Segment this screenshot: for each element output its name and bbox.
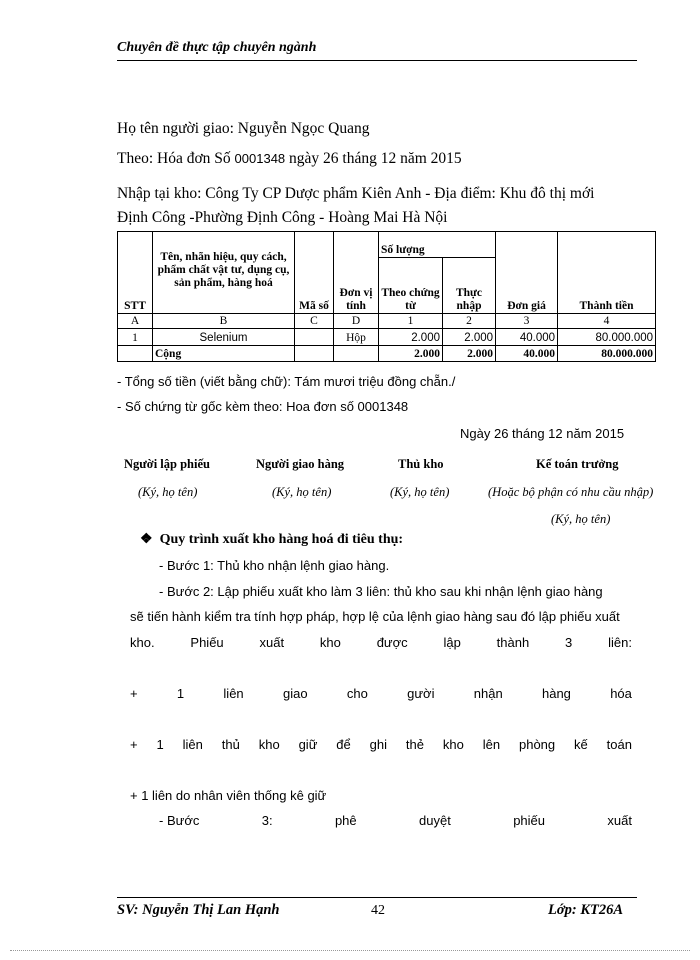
word: liên: (608, 635, 632, 650)
letters-row (118, 314, 656, 329)
table-row (118, 329, 656, 346)
row-price: 40.000 (496, 329, 558, 346)
word: lên (482, 737, 501, 752)
word: hóa (610, 686, 632, 701)
diamond-bullet-icon: ❖ (140, 532, 153, 547)
deliverer-line: Họ tên người giao: Nguyễn Ngọc Quang (117, 120, 370, 137)
warehouse-line-2: Định Công -Phường Định Công - Hoàng Mai Hà Nội (117, 209, 448, 226)
row-amount: 80.000.000 (558, 329, 656, 346)
sig-title-chief-accountant: Kế toán trưởng (536, 457, 619, 471)
word: xuất (259, 635, 285, 650)
word: kho (319, 635, 341, 650)
word: được (376, 635, 408, 650)
word: liên (223, 686, 244, 701)
letter-cell: A (118, 314, 153, 329)
sig-sub-deliverer: (Ký, họ tên) (272, 485, 332, 499)
sig-title-storekeeper: Thủ kho (398, 457, 444, 471)
step-2-line-2: sẽ tiến hành kiểm tra tính hợp pháp, hợp lệ của lệnh giao hàng sau đó lập phiếu xuất (130, 609, 620, 624)
total-label: Cộng (153, 346, 295, 362)
copy-1-line (130, 686, 632, 701)
invoice-prefix: Theo: Hóa đơn Số (117, 150, 231, 167)
total-qty-doc: 2.000 (379, 346, 443, 362)
word: thủ (221, 737, 240, 752)
letter-cell: 3 (496, 314, 558, 329)
word: 1 (156, 737, 164, 752)
sign-date: Ngày 26 tháng 12 năm 2015 (460, 426, 625, 441)
step-1: - Bước 1: Thủ kho nhận lệnh giao hàng. (159, 558, 390, 573)
col-stt: STT (118, 232, 153, 314)
process-heading-text: Quy trình xuất kho hàng hoá đi tiêu thụ: (159, 532, 404, 547)
word: thẻ (405, 737, 424, 752)
word: gười (407, 686, 435, 701)
word: kho. (130, 635, 155, 650)
word: để (336, 737, 351, 752)
sig-sub-storekeeper: (Ký, họ tên) (390, 485, 450, 499)
word: ghi (369, 737, 388, 752)
invoice-number: 0001348 (234, 151, 286, 166)
word: cho (346, 686, 368, 701)
step-2-line-3 (130, 635, 632, 650)
total-empty (295, 346, 334, 362)
total-empty (118, 346, 153, 362)
letter-cell: 2 (443, 314, 496, 329)
word: duyệt (419, 813, 451, 828)
step-2-line-1: - Bước 2: Lập phiếu xuất kho làm 3 liên: thủ kho sau khi nhận lệnh giao hàng (159, 584, 603, 599)
word: 3: (261, 813, 273, 828)
word: phê (334, 813, 357, 828)
invoice-date: ngày 26 tháng 12 năm 2015 (289, 150, 462, 167)
invoice-line (117, 150, 462, 168)
word: nhận (473, 686, 503, 701)
word: lập (443, 635, 461, 650)
footer-student: SV: Nguyễn Thị Lan Hạnh (117, 902, 280, 918)
word: kho (258, 737, 280, 752)
word: hàng (541, 686, 571, 701)
word: + (130, 686, 138, 701)
col-name: Tên, nhãn hiệu, quy cách, phẩm chất vật tư, dụng cụ, sản phẩm, hàng hoá (153, 232, 295, 314)
letter-cell: 4 (558, 314, 656, 329)
letter-cell: 1 (379, 314, 443, 329)
row-code (295, 329, 334, 346)
header-rule (117, 60, 637, 61)
col-amount: Thành tiền (558, 232, 656, 314)
page-bottom-dots (10, 950, 690, 951)
row-stt: 1 (118, 329, 153, 346)
col-qty: Số lượng (379, 232, 496, 258)
total-empty (334, 346, 379, 362)
row-unit: Hộp (334, 329, 379, 346)
word: phòng (518, 737, 556, 752)
word: kế (574, 737, 588, 752)
row-name: Selenium (153, 329, 295, 346)
sig-title-deliverer: Người giao hàng (256, 457, 345, 471)
letter-cell: D (334, 314, 379, 329)
letter-cell: B (153, 314, 295, 329)
letter-cell: C (295, 314, 334, 329)
word: + (130, 737, 138, 752)
sig-sub-chief-accountant: (Hoặc bộ phận có nhu cầu nhập) (488, 485, 654, 499)
sig-sub-preparer: (Ký, họ tên) (138, 485, 198, 499)
footer-class: Lớp: KT26A (548, 902, 624, 918)
word: toán (606, 737, 632, 752)
col-code: Mã số (295, 232, 334, 314)
word: xuất (607, 813, 632, 828)
attached-docs: - Số chứng từ gốc kèm theo: Hoa đơn số 0001348 (117, 399, 409, 414)
page-header: Chuyên đề thực tập chuyên ngành (117, 40, 317, 55)
total-row (118, 346, 656, 362)
word: liên (182, 737, 203, 752)
word: kho (442, 737, 464, 752)
copy-2-line (130, 737, 632, 752)
col-qty-doc: Theo chứng từ (379, 258, 443, 314)
receipt-table (117, 231, 656, 362)
page-number: 42 (371, 903, 385, 918)
word: Phiếu (190, 635, 224, 650)
word: giao (282, 686, 308, 701)
total-amount: 80.000.000 (558, 346, 656, 362)
total-qty-actual: 2.000 (443, 346, 496, 362)
sig-sub2-chief-accountant: (Ký, họ tên) (551, 512, 611, 526)
sig-title-preparer: Người lập phiếu (124, 457, 210, 471)
process-heading (140, 531, 403, 548)
word: 3 (565, 635, 573, 650)
word: - Bước (159, 813, 200, 828)
col-price: Đơn giá (496, 232, 558, 314)
total-price: 40.000 (496, 346, 558, 362)
footer-rule (117, 897, 637, 898)
warehouse-line-1: Nhập tại kho: Công Ty CP Dược phẩm Kiên Anh - Địa điểm: Khu đô thị mới (117, 185, 595, 202)
col-qty-actual: Thực nhập (443, 258, 496, 314)
word: thành (496, 635, 530, 650)
total-in-words: - Tổng số tiền (viết bằng chữ): Tám mươi triệu đồng chẵn./ (117, 374, 456, 389)
col-unit: Đơn vị tính (334, 232, 379, 314)
copy-3-line: + 1 liên do nhân viên thống kê giữ (130, 788, 327, 803)
row-qty-doc: 2.000 (379, 329, 443, 346)
word: phiếu (513, 813, 546, 828)
step-3-line (159, 813, 632, 828)
row-qty-actual: 2.000 (443, 329, 496, 346)
word: 1 (176, 686, 185, 701)
word: giữ (298, 737, 318, 752)
